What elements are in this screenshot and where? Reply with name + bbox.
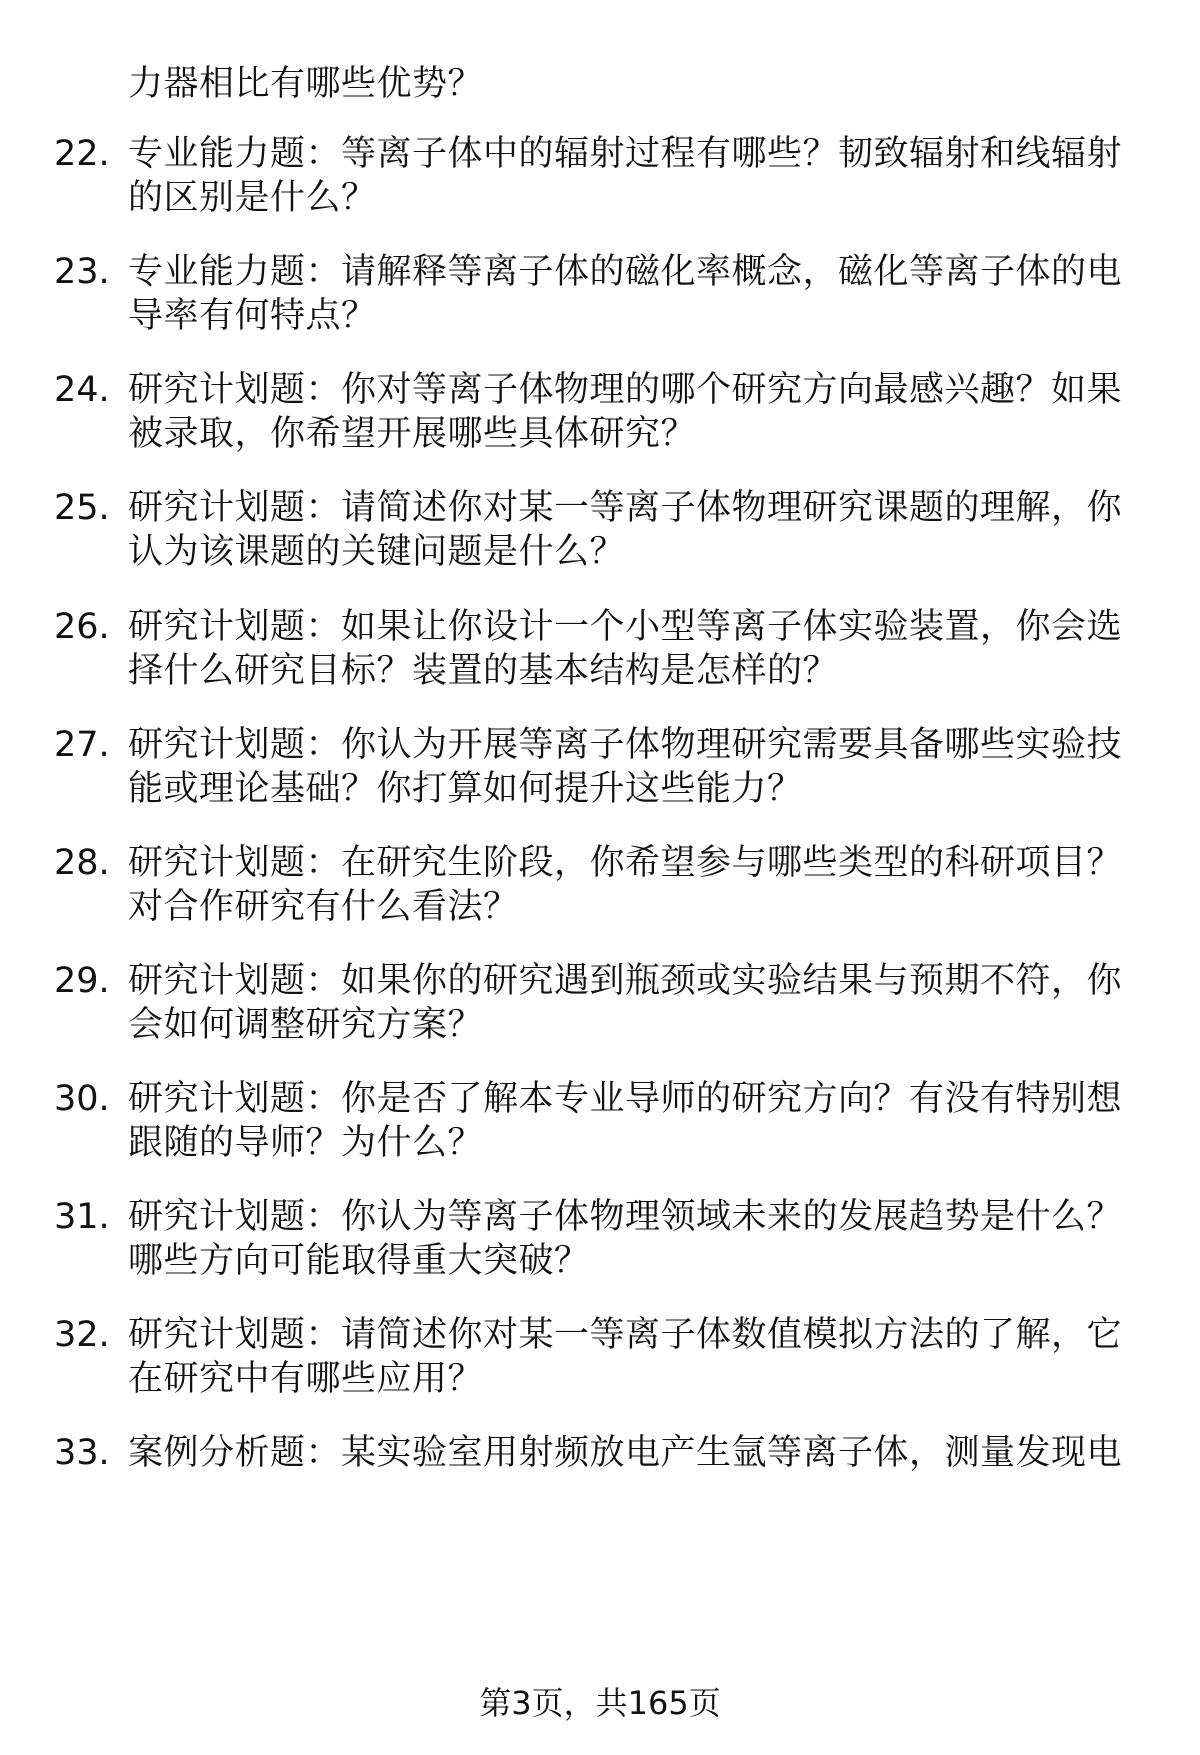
continuation-line: 力器相比有哪些优势？ [128, 64, 484, 104]
question-line: 研究计划题：你认为开展等离子体物理研究需要具备哪些实验技 [128, 725, 1123, 765]
question-number: 28. [54, 843, 110, 883]
question-number: 25. [54, 488, 110, 528]
question-line: 研究计划题：如果让你设计一个小型等离子体实验装置，你会选 [128, 607, 1123, 647]
question-line: 研究计划题：请简述你对某一等离子体物理研究课题的理解，你 [128, 488, 1123, 528]
question-number: 27. [54, 725, 110, 765]
question-line: 研究计划题：如果你的研究遇到瓶颈或实验结果与预期不符，你 [128, 961, 1123, 1001]
question-line: 被录取，你希望开展哪些具体研究？ [128, 414, 697, 454]
question-line: 研究计划题：请简述你对某一等离子体数值模拟方法的了解，它 [128, 1315, 1123, 1355]
question-line: 专业能力题：请解释等离子体的磁化率概念，磁化等离子体的电 [128, 252, 1123, 292]
question-line: 研究计划题：在研究生阶段，你希望参与哪些类型的科研项目？ [128, 843, 1123, 883]
question-line: 认为该课题的关键问题是什么？ [128, 532, 626, 572]
question-line: 在研究中有哪些应用？ [128, 1359, 484, 1399]
question-line: 研究计划题：你对等离子体物理的哪个研究方向最感兴趣？如果 [128, 370, 1123, 410]
question-line: 研究计划题：你认为等离子体物理领域未来的发展趋势是什么？ [128, 1197, 1123, 1237]
question-number: 32. [54, 1315, 110, 1355]
question-number: 23. [54, 252, 110, 292]
question-line: 的区别是什么？ [128, 178, 377, 218]
question-line: 能或理论基础？你打算如何提升这些能力？ [128, 769, 803, 809]
question-line: 导率有何特点？ [128, 296, 377, 336]
question-number: 30. [54, 1079, 110, 1119]
question-line: 对合作研究有什么看法？ [128, 887, 519, 927]
question-line: 择什么研究目标？装置的基本结构是怎样的？ [128, 651, 839, 691]
question-line: 跟随的导师？为什么？ [128, 1123, 484, 1163]
question-number: 33. [54, 1433, 110, 1473]
question-line: 研究计划题：你是否了解本专业导师的研究方向？有没有特别想 [128, 1079, 1123, 1119]
question-line: 案例分析题：某实验室用射频放电产生氩等离子体，测量发现电 [128, 1433, 1123, 1473]
question-number: 29. [54, 961, 110, 1001]
page-number-footer: 第3页，共165页 [479, 1684, 721, 1722]
question-number: 22. [54, 134, 110, 174]
question-number: 24. [54, 370, 110, 410]
question-line: 哪些方向可能取得重大突破？ [128, 1241, 590, 1281]
question-line: 会如何调整研究方案？ [128, 1005, 484, 1045]
question-number: 26. [54, 607, 110, 647]
question-line: 专业能力题：等离子体中的辐射过程有哪些？韧致辐射和线辐射 [128, 134, 1123, 174]
question-number: 31. [54, 1197, 110, 1237]
